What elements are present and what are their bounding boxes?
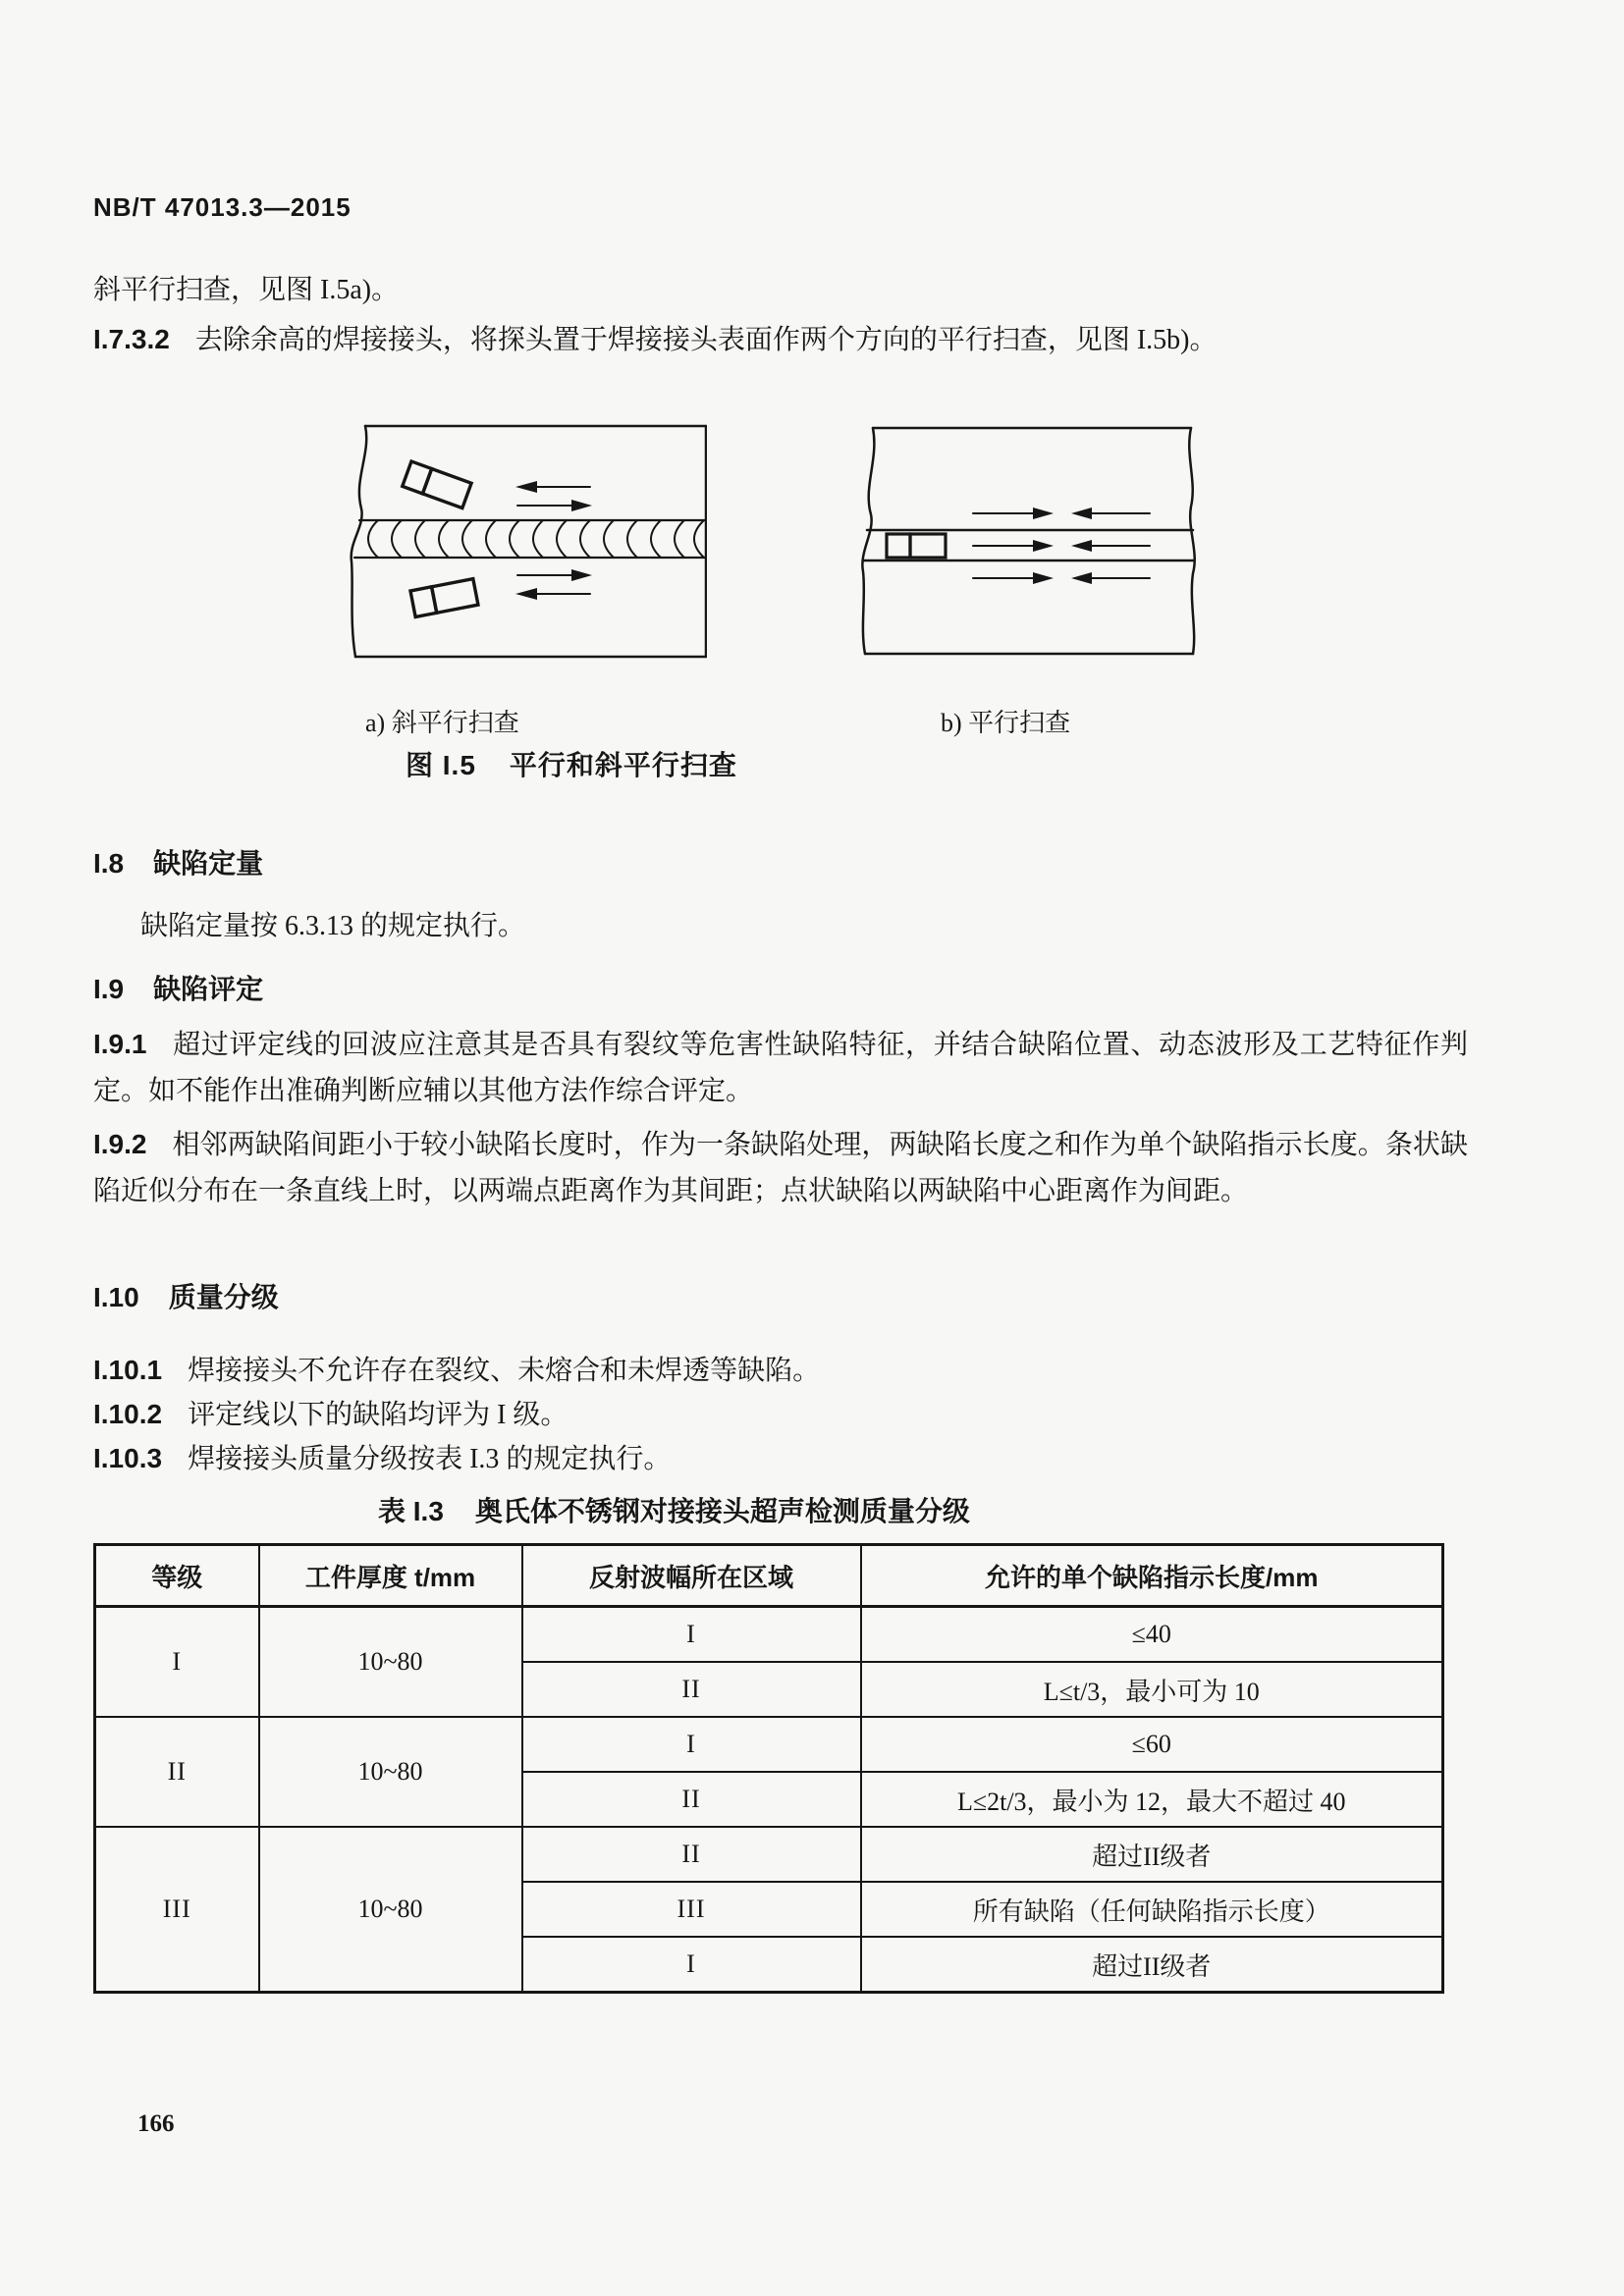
cell-level: II [95,1717,259,1827]
figure-caption-a: a) 斜平行扫查 [365,709,519,737]
clause-number: I.10.1 [93,1355,163,1385]
heading-text: 质量分级 [168,1282,279,1312]
cell-thickness: 10~80 [259,1827,522,1993]
figure-caption-b: b) 平行扫查 [941,709,1071,737]
figure-title [406,744,737,783]
cell-level: I [95,1607,259,1718]
clause-I8-body: 缺陷定量按 6.3.13 的规定执行。 [140,911,526,941]
table-row [95,1827,1443,1882]
plate-break-edge-left [862,428,874,654]
header-level: 等级 [95,1545,259,1607]
heading-number: I.9 [93,974,125,1004]
table-row [95,1607,1443,1663]
table-header-row [95,1545,1443,1607]
arrow-heads [1033,507,1092,584]
cell-region: I [522,1937,861,1993]
clause-text: 去除余高的焊接接头，将探头置于焊接接头表面作两个方向的平行扫查，见图 I.5b)。 [194,325,1218,355]
scan-direction-arrows [973,513,1150,578]
weld-bead-scallops [368,520,704,558]
probe-icon [410,579,478,617]
heading-I8 [93,842,263,881]
cell-length: ≤60 [861,1717,1443,1772]
table-title-number: 表 I.3 [378,1496,444,1526]
plate-break-edge [352,426,367,657]
cell-length: L≤2t/3，最小为 12，最大不超过 40 [861,1772,1443,1827]
cell-thickness: 10~80 [259,1607,522,1718]
weld-seam-edges [354,520,706,558]
cell-region: II [522,1662,861,1717]
heading-I9 [93,968,263,1007]
clause-number: I.10.2 [93,1399,163,1429]
clause-text: 相邻两缺陷间距小于较小缺陷长度时，作为一条缺陷处理，两缺陷长度之和作为单个缺陷指示长度。条状缺陷近似分布在一条直线上时，以两端点距离作为其间距；点状缺陷以两缺陷中心距离作为间距。 [93,1130,1468,1206]
cell-region: I [522,1607,861,1663]
clause-text: 超过评定线的回波应注意其是否具有裂纹等危害性缺陷特征，并结合缺陷位置、动态波形及工艺特征作判定。如不能作出准确判断应辅以其他方法作综合评定。 [93,1030,1468,1106]
quality-grading-table [93,1543,1444,1994]
probe-icon [403,461,471,508]
doc-number: NB/T 47013.3—2015 [93,192,352,222]
cell-length: 所有缺陷（任何缺陷指示长度） [861,1882,1443,1937]
heading-number: I.8 [93,848,125,879]
cell-length: 超过II级者 [861,1827,1443,1882]
header-region: 反射波幅所在区域 [522,1545,861,1607]
figure-title-number: 图 I.5 [406,750,476,780]
cell-length: ≤40 [861,1607,1443,1663]
figure-a-oblique-parallel-scan-diagram [339,412,707,671]
cell-level: III [95,1827,259,1993]
clause-text: 焊接接头质量分级按表 I.3 的规定执行。 [188,1444,672,1474]
cell-region: II [522,1772,861,1827]
heading-I10 [93,1276,279,1315]
clause-number: I.9.2 [93,1129,147,1159]
cell-length: L≤t/3，最小可为 10 [861,1662,1443,1717]
clause-I10-3 [93,1435,1468,1482]
figure-b-parallel-scan-diagram [847,412,1216,671]
clause-1-7-3-2 [93,316,1468,363]
table-row [95,1717,1443,1772]
clause-text: 焊接接头不允许存在裂纹、未熔合和未焊透等缺陷。 [188,1356,821,1386]
intro-line: 斜平行扫查，见图 I.5a)。 [93,275,400,305]
cell-thickness: 10~80 [259,1717,522,1827]
table-title [378,1490,970,1529]
probe-icon [887,534,946,558]
heading-text: 缺陷定量 [153,848,264,879]
heading-text: 缺陷评定 [153,974,264,1004]
cell-region: III [522,1882,861,1937]
clause-text: 评定线以下的缺陷均评为 I 级。 [188,1400,568,1430]
cell-region: I [522,1717,861,1772]
heading-number: I.10 [93,1282,139,1312]
page-number: 166 [137,2110,175,2137]
clause-I9-1 [93,1021,1468,1114]
cell-length: 超过II级者 [861,1937,1443,1993]
header-thickness: 工件厚度 t/mm [259,1545,522,1607]
plate-break-edge-right [1189,428,1194,654]
header-length: 允许的单个缺陷指示长度/mm [861,1545,1443,1607]
table-title-text: 奥氏体不锈钢对接接头超声检测质量分级 [474,1496,970,1526]
clause-number: I.10.3 [93,1443,163,1473]
clause-number: I.9.1 [93,1029,147,1059]
clause-I9-2 [93,1121,1468,1214]
cell-region: II [522,1827,861,1882]
clause-number: I.7.3.2 [93,324,170,354]
figure-title-text: 平行和斜平行扫查 [509,750,737,780]
clause-I10-2 [93,1391,1468,1438]
clause-I10-1 [93,1347,1468,1394]
